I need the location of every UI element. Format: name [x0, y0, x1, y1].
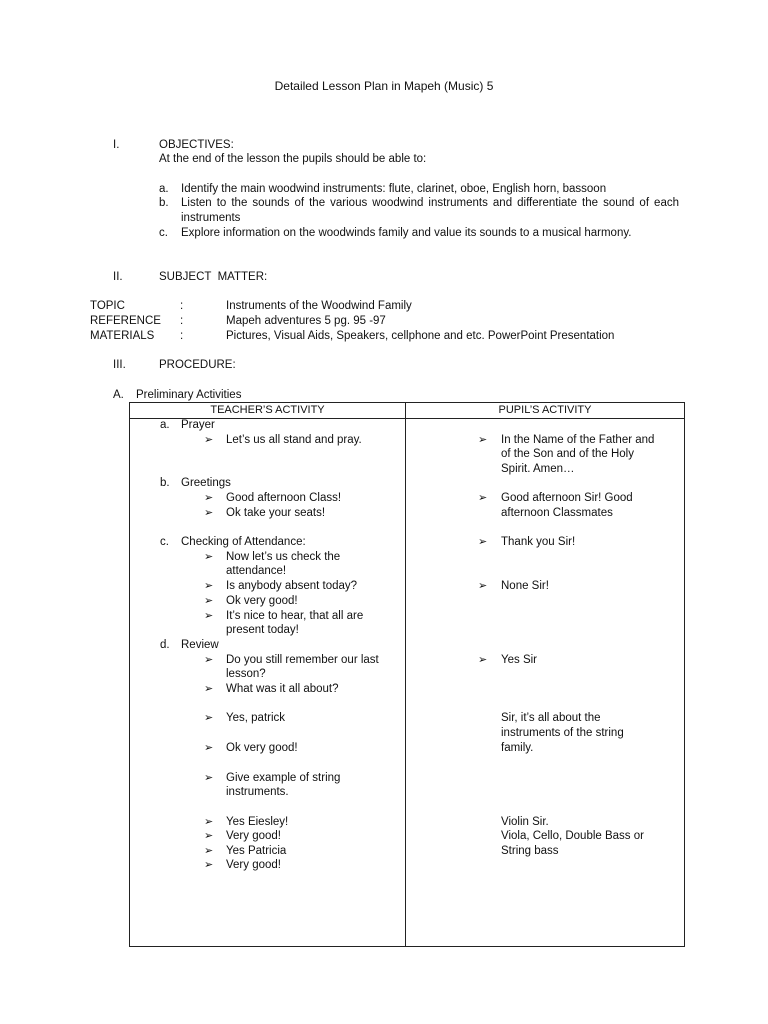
objective-text: Explore information on the woodwinds family and value its sounds to a musical harmony.	[181, 227, 632, 239]
subject-row-materials	[90, 329, 730, 344]
teacher-line: Yes Eiesley!	[226, 816, 289, 828]
arrow-bullet-icon: ➢	[204, 830, 214, 842]
subject-key: MATERIALS	[90, 330, 155, 342]
teacher-line: Ok very good!	[226, 742, 298, 754]
subject-row-reference	[90, 314, 730, 329]
teacher-line: instruments.	[226, 786, 289, 798]
objective-letter: c.	[159, 227, 168, 239]
subsection-heading: Preliminary Activities	[136, 389, 242, 401]
teacher-line: What was it all about?	[226, 683, 339, 695]
arrow-bullet-icon: ➢	[204, 654, 214, 666]
teacher-item-label: Greetings	[181, 477, 231, 489]
arrow-bullet-icon: ➢	[204, 492, 214, 504]
arrow-bullet-icon: ➢	[204, 845, 214, 857]
column-divider	[405, 403, 406, 946]
teacher-line: Do you still remember our last	[226, 654, 379, 666]
objectives-intro: At the end of the lesson the pupils should be able to:	[159, 153, 427, 165]
teacher-item-letter: d.	[160, 639, 170, 651]
objective-letter: a.	[159, 183, 169, 195]
arrow-bullet-icon: ➢	[204, 580, 214, 592]
subject-colon: :	[180, 330, 184, 342]
arrow-bullet-icon: ➢	[478, 536, 488, 548]
teacher-activity-header: TEACHER’S ACTIVITY	[130, 403, 405, 419]
section-heading-objectives: OBJECTIVES:	[159, 139, 234, 151]
teacher-line: Yes, patrick	[226, 712, 286, 724]
objective-item-b	[159, 196, 679, 226]
objective-item-a	[159, 182, 679, 197]
teacher-item-label: Review	[181, 639, 219, 651]
pupil-line: Spirit. Amen…	[501, 463, 575, 475]
subject-row-topic	[90, 299, 730, 314]
pupil-line: In the Name of the Father and	[501, 434, 655, 446]
teacher-line: It’s nice to hear, that all are	[226, 610, 364, 622]
section-numeral-subject: II.	[113, 271, 123, 283]
pupil-line: Good afternoon Sir! Good	[501, 492, 633, 504]
arrow-bullet-icon: ➢	[204, 712, 214, 724]
teacher-item-letter: b.	[160, 477, 170, 489]
document-title: Detailed Lesson Plan in Mapeh (Music) 5	[274, 79, 494, 93]
objective-letter: b.	[159, 197, 169, 209]
subject-colon: :	[180, 300, 184, 312]
teacher-line: Ok take your seats!	[226, 507, 326, 519]
teacher-line: Very good!	[226, 859, 281, 871]
pupil-line: afternoon Classmates	[501, 507, 613, 519]
teacher-line: Give example of string	[226, 772, 341, 784]
pupil-line: Viola, Cello, Double Bass or	[501, 830, 644, 842]
teacher-line: Good afternoon Class!	[226, 492, 342, 504]
subject-value: Instruments of the Woodwind Family	[226, 300, 412, 312]
arrow-bullet-icon: ➢	[478, 654, 488, 666]
subject-value: Pictures, Visual Aids, Speakers, cellphone and etc. PowerPoint Presentation	[226, 330, 615, 342]
arrow-bullet-icon: ➢	[478, 434, 488, 446]
pupil-line: Sir, it’s all about the	[501, 712, 601, 724]
teacher-line: lesson?	[226, 668, 266, 680]
arrow-bullet-icon: ➢	[204, 772, 214, 784]
teacher-line: Let’s us all stand and pray.	[226, 434, 362, 446]
arrow-bullet-icon: ➢	[204, 551, 214, 563]
pupil-line: Thank you Sir!	[501, 536, 576, 548]
subject-colon: :	[180, 315, 184, 327]
pupil-activity-header: PUPIL’S ACTIVITY	[406, 403, 684, 419]
arrow-bullet-icon: ➢	[204, 859, 214, 871]
arrow-bullet-icon: ➢	[204, 507, 214, 519]
objective-text: Identify the main woodwind instruments: flute, clarinet, oboe, English horn, bassoon	[181, 183, 607, 195]
arrow-bullet-icon: ➢	[204, 610, 214, 622]
section-numeral-procedure: III.	[113, 359, 126, 371]
pupil-line: Yes Sir	[501, 654, 538, 666]
subject-value: Mapeh adventures 5 pg. 95 -97	[226, 315, 386, 327]
pupil-line: None Sir!	[501, 580, 549, 592]
teacher-line: Yes Patricia	[226, 845, 287, 857]
arrow-bullet-icon: ➢	[204, 595, 214, 607]
pupil-line: Violin Sir.	[501, 816, 549, 828]
objective-item-c	[159, 226, 679, 256]
teacher-line: present today!	[226, 624, 299, 636]
teacher-item-label: Prayer	[181, 419, 215, 431]
pupil-line: of the Son and of the Holy	[501, 448, 634, 460]
pupil-line: instruments of the string	[501, 727, 624, 739]
subject-key: TOPIC	[90, 300, 125, 312]
section-numeral-objectives: I.	[113, 139, 120, 151]
teacher-line: Is anybody absent today?	[226, 580, 358, 592]
teacher-line: Ok very good!	[226, 595, 298, 607]
pupil-line: family.	[501, 742, 534, 754]
arrow-bullet-icon: ➢	[204, 816, 214, 828]
teacher-line: attendance!	[226, 565, 287, 577]
arrow-bullet-icon: ➢	[478, 580, 488, 592]
section-heading-subject: SUBJECT MATTER:	[159, 271, 268, 283]
arrow-bullet-icon: ➢	[478, 492, 488, 504]
section-heading-procedure: PROCEDURE:	[159, 359, 236, 371]
arrow-bullet-icon: ➢	[204, 683, 214, 695]
subsection-letter: A.	[113, 389, 124, 401]
teacher-line: Now let’s us check the	[226, 551, 341, 563]
teacher-item-letter: c.	[160, 536, 169, 548]
teacher-line: Very good!	[226, 830, 281, 842]
subject-key: REFERENCE	[90, 315, 161, 327]
teacher-item-label: Checking of Attendance:	[181, 536, 306, 548]
teacher-item-letter: a.	[160, 419, 170, 431]
arrow-bullet-icon: ➢	[204, 742, 214, 754]
objective-text: Listen to the sounds of the various woodwind instruments and differentiate the sound of each instruments	[181, 197, 679, 224]
pupil-line: String bass	[501, 845, 559, 857]
arrow-bullet-icon: ➢	[204, 434, 214, 446]
